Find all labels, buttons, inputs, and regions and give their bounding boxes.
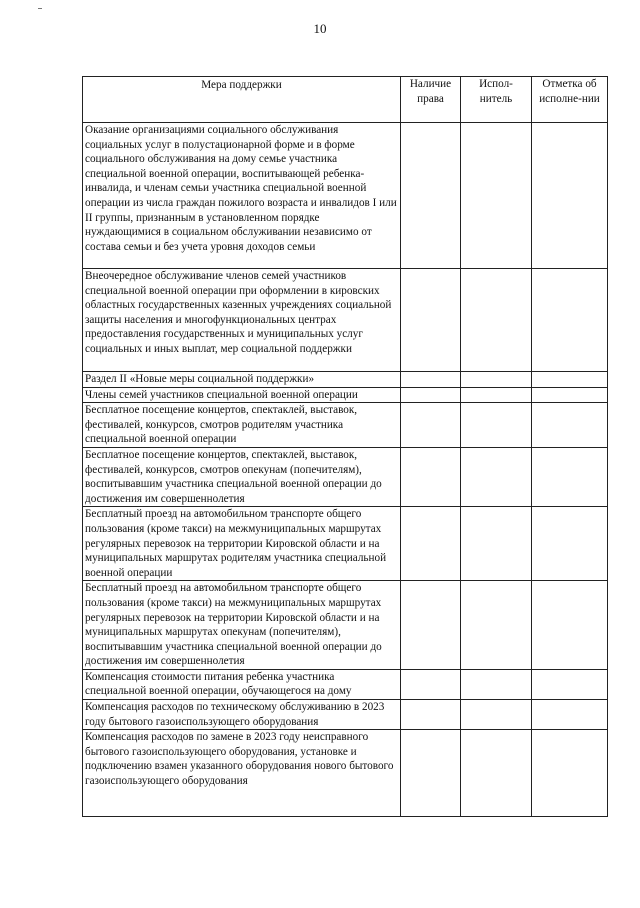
executor-cell: [461, 730, 532, 817]
support-measures-table: [82, 76, 608, 817]
table-body: [83, 123, 608, 817]
table-row: [83, 507, 608, 581]
table-row: [83, 372, 608, 388]
measure-text: Внеочередное обслуживание членов семей участников специальной военной операции при оформлении в кировских областных государственных казенных учреждениях социальной защиты населения и многофункциональных центрах предоставления государственных и муниципальных услуг социальных и иных выплат, мер социальной поддержки: [83, 269, 401, 372]
execution-mark-cell: [532, 123, 608, 269]
execution-mark-cell: [532, 447, 608, 506]
measure-text: Бесплатное посещение концертов, спектаклей, выставок, фестивалей, конкурсов, смотров опекунам (попечителям), воспитывавшим участника специальной военной операции до достижения им совершеннолетия: [83, 447, 401, 506]
availability-cell: [401, 447, 461, 506]
header-executor: Испол-нитель: [461, 77, 532, 123]
availability-cell: [401, 403, 461, 448]
table-row: [83, 269, 608, 372]
executor-cell: [461, 669, 532, 699]
executor-cell: [461, 123, 532, 269]
measure-text: Оказание организациями социального обслуживания социальных услуг в полустационарной форме и в форме социального обслуживания на дому семье участника специальной военной операции, воспитывающей ребенка-инвалида, и членам семьи участника специальной военной операции из числа граждан пожилого возраста и инвалидов I или II группы, признанным в установленном порядке нуждающимися в социальном обслуживании независимо от состава семьи и без учета уровня доходов семьи: [83, 123, 401, 269]
executor-cell: [461, 269, 532, 372]
table-row: [83, 700, 608, 730]
table-row: [83, 403, 608, 448]
executor-cell: [461, 581, 532, 670]
executor-cell: [461, 372, 532, 388]
page-number: 10: [313, 21, 327, 36]
availability-cell: [401, 669, 461, 699]
execution-mark-cell: [532, 669, 608, 699]
table-row: [83, 447, 608, 506]
measure-text: Раздел II «Новые меры социальной поддержки»: [83, 372, 401, 388]
availability-cell: [401, 123, 461, 269]
measure-text: Члены семей участников специальной военной операции: [83, 387, 401, 403]
execution-mark-cell: [532, 730, 608, 817]
execution-mark-cell: [532, 581, 608, 670]
table-row: [83, 730, 608, 817]
table-header-row: [83, 77, 608, 123]
execution-mark-cell: [532, 269, 608, 372]
execution-mark-cell: [532, 700, 608, 730]
executor-cell: [461, 387, 532, 403]
execution-mark-cell: [532, 387, 608, 403]
availability-cell: [401, 507, 461, 581]
header-availability: Наличие права: [401, 77, 461, 123]
table-row: [83, 123, 608, 269]
availability-cell: [401, 730, 461, 817]
measure-text: Компенсация расходов по техническому обслуживанию в 2023 году бытового газоиспользующего оборудования: [83, 700, 401, 730]
availability-cell: [401, 269, 461, 372]
availability-cell: [401, 372, 461, 388]
executor-cell: [461, 403, 532, 448]
table-row: [83, 669, 608, 699]
executor-cell: [461, 447, 532, 506]
measure-text: Бесплатный проезд на автомобильном транспорте общего пользования (кроме такси) на межмуниципальных маршрутах регулярных перевозок на территории Кировской области и на муниципальных маршрутах родителям участника специальной военной операции: [83, 507, 401, 581]
availability-cell: [401, 700, 461, 730]
header-measure: Мера поддержки: [83, 77, 401, 123]
measure-text: Бесплатное посещение концертов, спектаклей, выставок, фестивалей, конкурсов, смотров родителям участника специальной военной операции: [83, 403, 401, 448]
executor-cell: [461, 700, 532, 730]
execution-mark-cell: [532, 403, 608, 448]
measure-text: Компенсация расходов по замене в 2023 году неисправного бытового газоиспользующего оборудования, установке и подключению взамен указанного оборудования нового бытового газоиспользующего оборудования: [83, 730, 401, 817]
header-execution-mark: Отметка об исполне-нии: [532, 77, 608, 123]
executor-cell: [461, 507, 532, 581]
execution-mark-cell: [532, 372, 608, 388]
scan-mark: [38, 8, 42, 9]
availability-cell: [401, 387, 461, 403]
table-row: [83, 387, 608, 403]
measure-text: Компенсация стоимости питания ребенка участника специальной военной операции, обучающегося на дому: [83, 669, 401, 699]
table-row: [83, 581, 608, 670]
measure-text: Бесплатный проезд на автомобильном транспорте общего пользования (кроме такси) на межмуниципальных маршрутах регулярных перевозок на территории Кировской области и на муниципальных маршрутах опекунам (попечителям), воспитывавшим участника специальной военной операции до достижения им совершеннолетия: [83, 581, 401, 670]
availability-cell: [401, 581, 461, 670]
execution-mark-cell: [532, 507, 608, 581]
